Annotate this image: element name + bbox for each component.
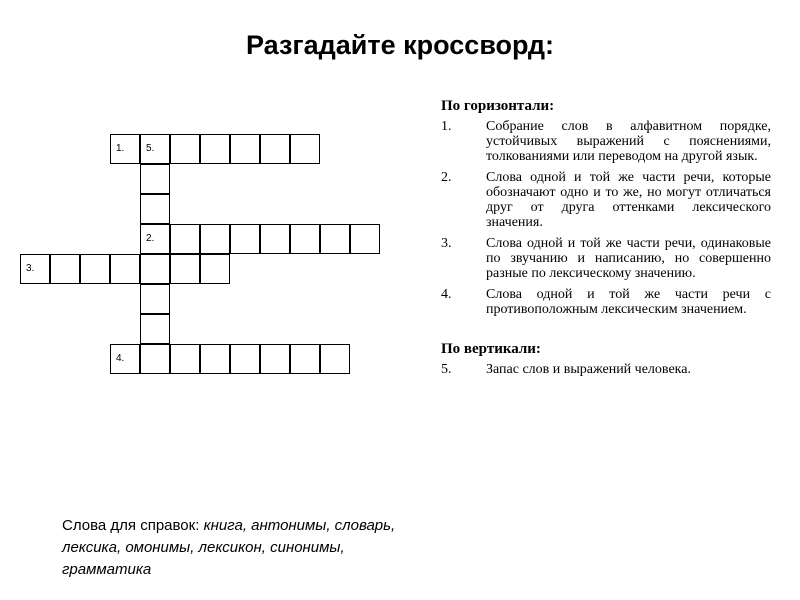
- crossword-cell[interactable]: [140, 164, 170, 194]
- vertical-heading: По вертикали:: [441, 341, 541, 357]
- crossword-cell[interactable]: [260, 344, 290, 374]
- crossword-cell[interactable]: [200, 134, 230, 164]
- crossword-cell[interactable]: [110, 134, 140, 164]
- clue-number-3: 3.: [26, 263, 35, 274]
- clue-text: Слова одной и той же части речи с противоположным лексическим значением.: [486, 287, 771, 317]
- crossword-cell[interactable]: [80, 254, 110, 284]
- clue-text: Слова одной и той же части речи, одинаковые по звучанию и написанию, но совершенно разные по лексическому значению.: [486, 236, 771, 281]
- crossword-cell[interactable]: [290, 134, 320, 164]
- crossword-cell[interactable]: [290, 344, 320, 374]
- reference-list: книга, антонимы, словарь, лексика, омонимы, лексикон, синонимы, грамматика: [62, 517, 396, 578]
- crossword-cell[interactable]: [290, 224, 320, 254]
- crossword-cell[interactable]: [140, 344, 170, 374]
- crossword-cell[interactable]: [170, 224, 200, 254]
- clue-horizontal-1: [441, 119, 771, 164]
- crossword-cell[interactable]: [140, 254, 170, 284]
- clue-number-2: 2.: [146, 233, 155, 244]
- crossword-cell[interactable]: [260, 224, 290, 254]
- clue-horizontal-3: [441, 236, 771, 281]
- clue-number-1: 1.: [116, 143, 125, 154]
- crossword-cell[interactable]: [140, 194, 170, 224]
- page-title: Разгадайте кроссворд:: [245, 30, 555, 60]
- clue-number: 2.: [441, 170, 452, 185]
- clues-panel: [441, 98, 771, 383]
- crossword-cell[interactable]: [50, 254, 80, 284]
- crossword-cell[interactable]: [260, 134, 290, 164]
- crossword-cell[interactable]: [230, 344, 260, 374]
- crossword-cell[interactable]: [320, 224, 350, 254]
- crossword-cell[interactable]: [110, 254, 140, 284]
- clue-number: 1.: [441, 119, 452, 134]
- horizontal-heading: По горизонтали:: [441, 98, 555, 114]
- clue-text: Слова одной и той же части речи, которые обозначают одно и то же, но могут отличаться друг от друга оттенками лексического значения.: [486, 170, 771, 230]
- crossword-cell[interactable]: [320, 344, 350, 374]
- crossword-cell[interactable]: [170, 134, 200, 164]
- reference-label: Слова для справок:: [62, 517, 204, 534]
- clue-horizontal-4: [441, 287, 771, 317]
- clue-number: 5.: [441, 362, 452, 377]
- reference-words: [62, 515, 402, 581]
- clue-horizontal-2: [441, 170, 771, 230]
- crossword-cell[interactable]: [140, 134, 170, 164]
- clue-number: 4.: [441, 287, 452, 302]
- crossword-cell[interactable]: [20, 254, 50, 284]
- clue-vertical-5: [441, 362, 771, 377]
- crossword-cell[interactable]: [230, 224, 260, 254]
- crossword-cell[interactable]: [140, 284, 170, 314]
- crossword-cell[interactable]: [200, 344, 230, 374]
- crossword-cell[interactable]: [110, 344, 140, 374]
- crossword-cell[interactable]: [200, 224, 230, 254]
- clue-text: Запас слов и выражений человека.: [486, 362, 691, 377]
- crossword-cell[interactable]: [350, 224, 380, 254]
- clue-number-4: 4.: [116, 353, 125, 364]
- crossword-cell[interactable]: [170, 254, 200, 284]
- crossword-cell[interactable]: [230, 134, 260, 164]
- clue-text: Собрание слов в алфавитном порядке, устойчивых выражений с пояснениями, толкованиями или переводом на другой язык.: [486, 119, 771, 164]
- clue-number-5: 5.: [146, 143, 155, 154]
- clue-number: 3.: [441, 236, 452, 251]
- crossword-cell[interactable]: [140, 314, 170, 344]
- crossword-cell[interactable]: [200, 254, 230, 284]
- crossword-cell[interactable]: [170, 344, 200, 374]
- crossword-cell[interactable]: [140, 224, 170, 254]
